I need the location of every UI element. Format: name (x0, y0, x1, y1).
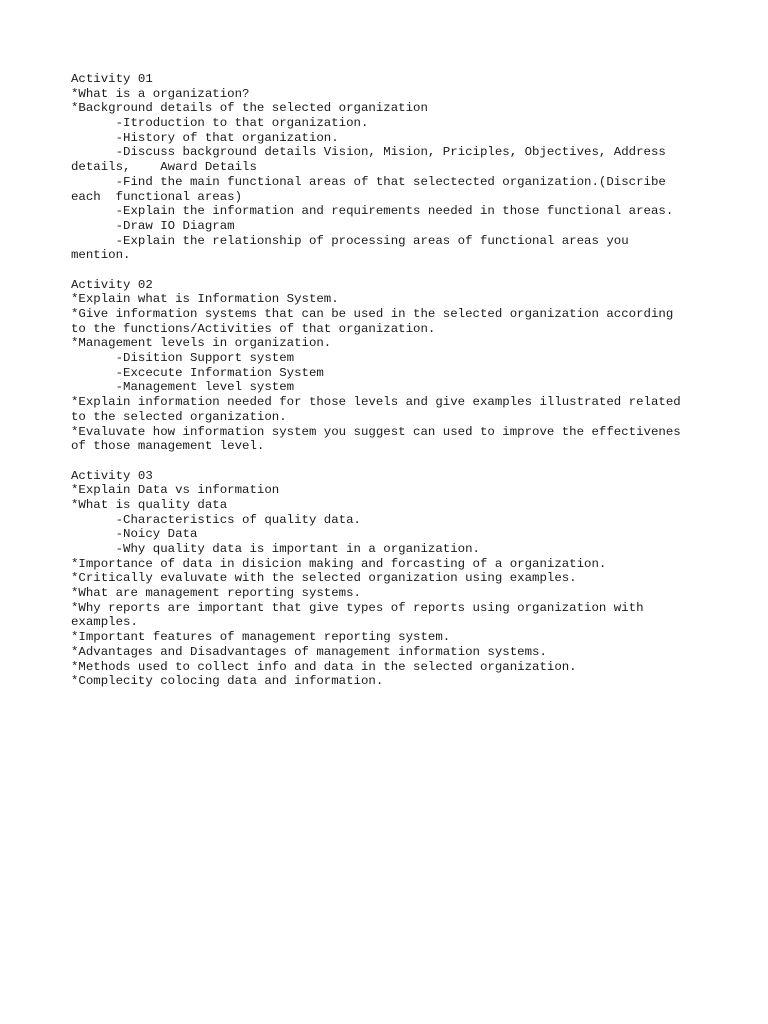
question-item: *What is a organization? (71, 86, 250, 101)
continuation-line: details, Award Details (71, 160, 257, 175)
question-item: *Important features of management reporting system. (71, 630, 451, 645)
sub-item: -History of that organization. (71, 130, 339, 145)
sub-item: -Itroduction to that organization. (71, 116, 369, 131)
continuation-line: to the selected organization. (71, 409, 287, 424)
blank-line (71, 454, 711, 469)
sub-item: -Management level system (71, 380, 295, 395)
sub-item: -Characteristics of quality data. (71, 512, 361, 527)
activity-heading: Activity 01 (71, 72, 153, 86)
question-item: *Importance of data in disicion making and forcasting of a organization. (71, 556, 607, 571)
sub-item: -Disition Support system (71, 351, 295, 366)
continuation-line: to the functions/Activities of that organization. (71, 321, 436, 336)
activity-heading: Activity 02 (71, 277, 153, 292)
question-item: *What is quality data (71, 497, 228, 512)
question-item: *What are management reporting systems. (71, 586, 361, 601)
continuation-line: examples. (71, 615, 138, 630)
continuation-line: of those management level. (71, 439, 265, 454)
sub-item: -Excecute Information System (71, 365, 324, 380)
sub-item: -Explain the relationship of processing areas of functional areas you (71, 233, 629, 248)
blank-line (71, 263, 711, 278)
question-item: *Background details of the selected organization (71, 101, 428, 116)
question-item: *Advantages and Disadvantages of management information systems. (71, 644, 547, 659)
question-item: *Explain what is Information System. (71, 292, 339, 307)
continuation-line: each functional areas) (71, 189, 243, 204)
question-item: *Methods used to collect info and data in the selected organization. (71, 659, 577, 674)
question-item: *Complecity colocing data and information. (71, 674, 384, 689)
sub-item: -Why quality data is important in a organization. (71, 542, 480, 556)
sub-item: -Explain the information and requirements needed in those functional areas. (71, 204, 674, 219)
question-item: *Explain information needed for those levels and give examples illustrated related (71, 395, 681, 410)
activity-heading: Activity 03 (71, 468, 153, 483)
document-page (71, 72, 711, 689)
question-item: *Evaluvate how information system you suggest can used to improve the effectivenes (71, 424, 681, 439)
question-item: *Give information systems that can be used in the selected organization according (71, 307, 674, 321)
sub-item: -Draw IO Diagram (71, 218, 235, 233)
continuation-line: mention. (71, 248, 131, 263)
question-item: *Critically evaluvate with the selected organization using examples. (71, 571, 577, 586)
sub-item: -Noicy Data (71, 527, 198, 542)
question-item: *Why reports are important that give types of reports using organization with (71, 600, 644, 615)
sub-item: -Find the main functional areas of that selectected organization.(Discribe (71, 174, 666, 189)
question-item: *Management levels in organization. (71, 336, 332, 351)
question-item: *Explain Data vs information (71, 483, 280, 498)
sub-item: -Discuss background details Vision, Mision, Priciples, Objectives, Address (71, 145, 666, 160)
